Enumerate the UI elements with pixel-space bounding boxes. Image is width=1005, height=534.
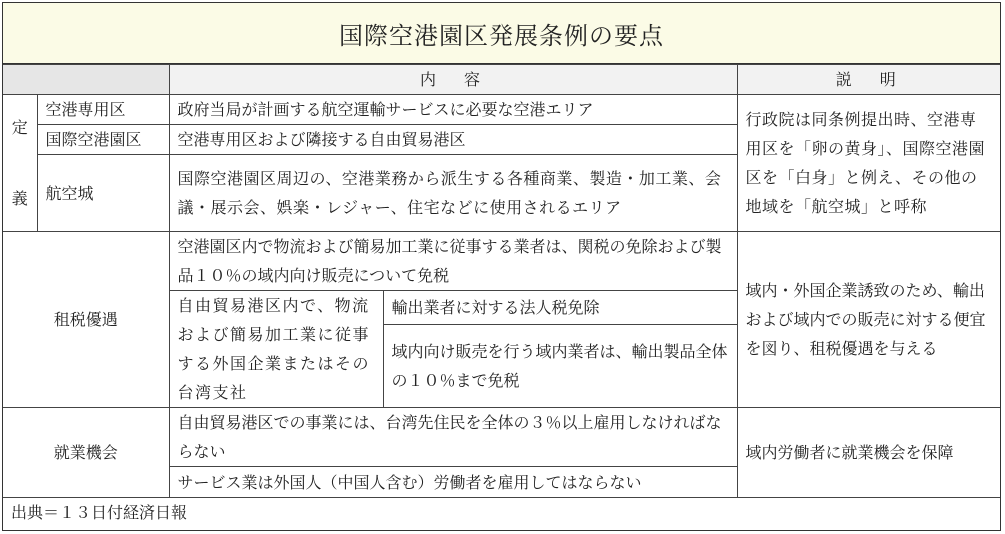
table-title: 国際空港園区発展条例の要点 [3, 3, 1000, 64]
tax-note: 域内・外国企業誘致のため、輸出および域内での販売に対する便宜を図り、租税優遇を与える [737, 232, 1000, 408]
summary-table [3, 64, 1000, 527]
definition-label-char: 定 [11, 118, 28, 137]
term-cell: 空港専用区 [37, 95, 169, 125]
content-cell: 自由貿易港区での事業には、台湾先住民を全体の３％以上雇用しなければならない [169, 408, 737, 467]
content-cell: サービス業は外国人（中国人含む）労働者を雇用してはならない [169, 467, 737, 498]
term-cell: 航空城 [37, 155, 169, 232]
summary-table-frame [2, 2, 1001, 531]
table-row [3, 408, 1000, 467]
employment-label: 就業機会 [3, 408, 169, 498]
header-row [3, 65, 1000, 95]
content-cell: 政府当局が計画する航空運輸サービスに必要な空港エリア [169, 95, 737, 125]
source-row [3, 498, 1000, 528]
definition-label [3, 95, 37, 232]
definition-label-char: 義 [11, 189, 28, 208]
header-explanation: 説 明 [737, 65, 1000, 95]
header-content: 内 容 [169, 65, 737, 95]
employment-note: 域内労働者に就業機会を保障 [737, 408, 1000, 498]
header-blank [3, 65, 169, 95]
term-cell: 国際空港園区 [37, 125, 169, 155]
content-cell: 国際空港園区周辺の、空港業務から派生する各種商業、製造・加工業、会議・展示会、娯楽・レジャー、住宅などに使用されるエリア [169, 155, 737, 232]
content-cell: 空港園区内で物流および簡易加工業に従事する業者は、関税の免除および製品１０％の域内向け販売について免税 [169, 232, 737, 291]
source-note: 出典＝１３日付経済日報 [3, 498, 1000, 528]
table-row [3, 232, 1000, 291]
definition-note: 行政院は同条例提出時、空港専用区を「卵の黄身」、国際空港園区を「白身」と例え、その他の地域を「航空城」と呼称 [737, 95, 1000, 232]
content-cell: 輸出業者に対する法人税免除 [383, 291, 737, 325]
content-cell: 空港専用区および隣接する自由貿易港区 [169, 125, 737, 155]
tax-subject-cell: 自由貿易港区内で、物流および簡易加工業に従事する外国企業またはその台湾支社 [169, 291, 383, 408]
content-cell: 域内向け販売を行う域内業者は、輸出製品全体の１０％まで免税 [383, 324, 737, 407]
table-row [3, 95, 1000, 125]
tax-label: 租税優遇 [3, 232, 169, 408]
